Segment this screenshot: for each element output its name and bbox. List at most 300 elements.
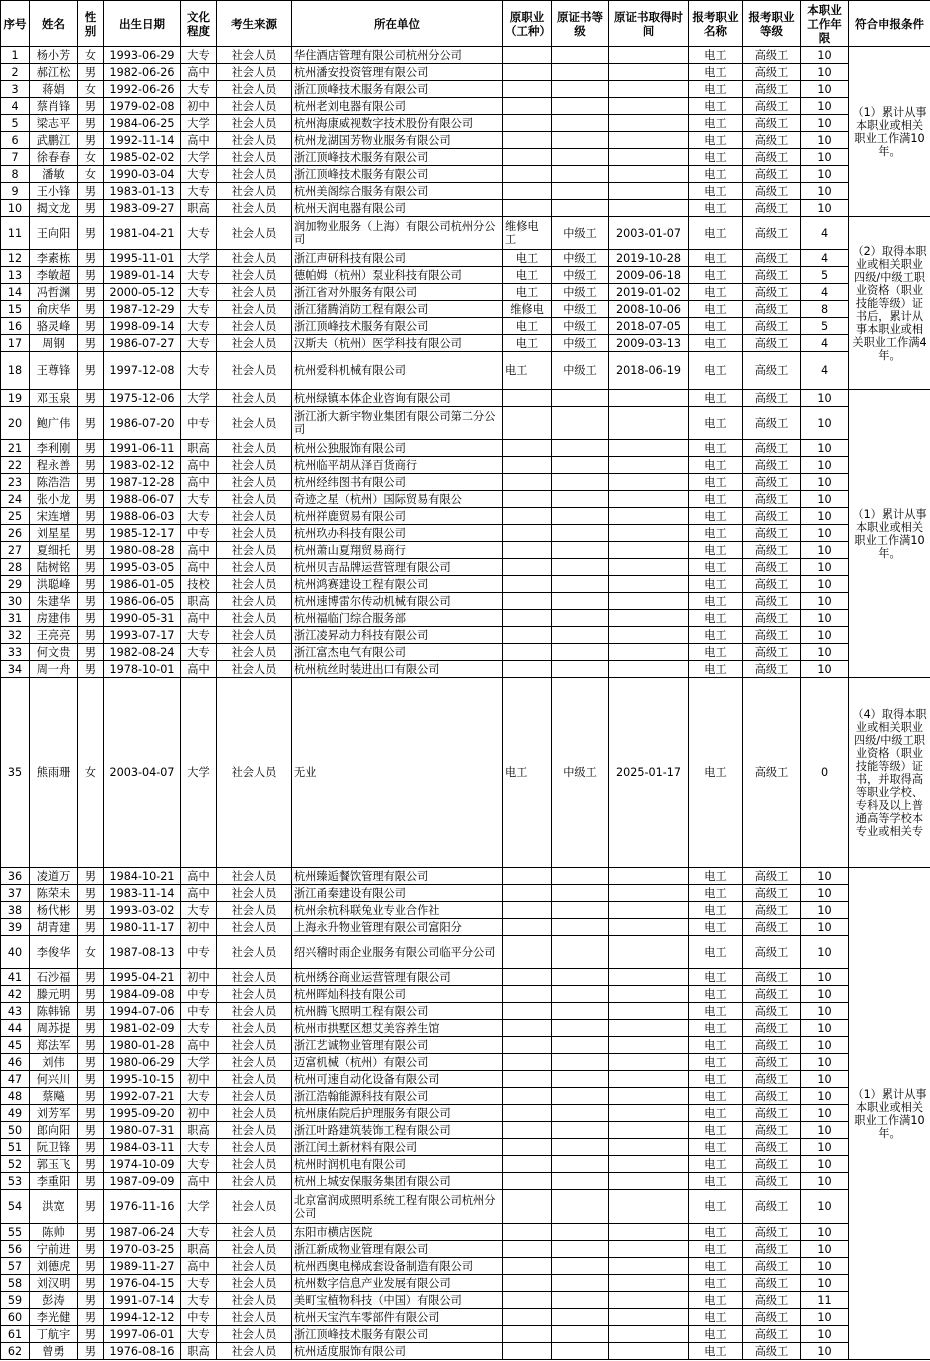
table-cell: 男 — [78, 457, 104, 474]
table-cell: 维修电工 — [503, 217, 552, 250]
table-cell: 电工 — [689, 1105, 743, 1122]
table-row — [1, 868, 930, 885]
table-cell — [552, 508, 609, 525]
table-cell: 浙江声研科技有限公司 — [292, 250, 503, 267]
table-cell: 电工 — [689, 491, 743, 508]
table-cell: 高中 — [181, 885, 217, 902]
table-cell: 电工 — [689, 98, 743, 115]
table-cell — [552, 627, 609, 644]
table-cell: 男 — [78, 407, 104, 440]
table-cell: 俞庆华 — [30, 301, 78, 318]
table-row — [1, 919, 930, 936]
table-cell — [503, 491, 552, 508]
table-cell — [609, 627, 689, 644]
table-cell — [609, 1020, 689, 1037]
table-cell: 17 — [1, 335, 30, 352]
table-cell: 高级工 — [743, 1003, 801, 1020]
table-cell: 电工 — [503, 678, 552, 868]
table-cell: 阮卫锋 — [30, 1139, 78, 1156]
table-cell — [503, 1173, 552, 1190]
table-cell — [552, 407, 609, 440]
table-cell: 1993-03-02 — [104, 902, 181, 919]
table-cell: 大专 — [181, 352, 217, 390]
table-cell: 高级工 — [743, 457, 801, 474]
table-cell: 中级工 — [552, 301, 609, 318]
table-cell: 社会人员 — [217, 1139, 292, 1156]
table-cell: 37 — [1, 885, 30, 902]
table-row — [1, 457, 930, 474]
table-cell — [503, 1139, 552, 1156]
table-cell: 刘汉明 — [30, 1275, 78, 1292]
table-cell — [552, 559, 609, 576]
table-cell — [609, 81, 689, 98]
table-cell: 社会人员 — [217, 1156, 292, 1173]
table-cell: 社会人员 — [217, 115, 292, 132]
table-cell: 徐春春 — [30, 149, 78, 166]
table-cell: 1991-07-14 — [104, 1292, 181, 1309]
table-cell — [503, 132, 552, 149]
table-cell — [609, 457, 689, 474]
table-cell — [503, 969, 552, 986]
table-cell — [609, 986, 689, 1003]
table-cell: 电工 — [689, 902, 743, 919]
table-cell: 社会人员 — [217, 1258, 292, 1275]
table-cell: 10 — [801, 986, 849, 1003]
table-cell — [503, 1190, 552, 1224]
table-cell — [552, 1037, 609, 1054]
table-cell — [609, 1241, 689, 1258]
table-cell: 社会人员 — [217, 610, 292, 627]
table-cell: 中级工 — [552, 250, 609, 267]
table-cell: 高级工 — [743, 64, 801, 81]
table-cell: 57 — [1, 1258, 30, 1275]
table-cell: 电工 — [689, 267, 743, 284]
table-cell: 男 — [78, 301, 104, 318]
table-cell: 4 — [801, 250, 849, 267]
table-cell: 53 — [1, 1173, 30, 1190]
table-row — [1, 217, 930, 250]
table-cell: 电工 — [689, 81, 743, 98]
table-row — [1, 936, 930, 969]
table-cell — [609, 610, 689, 627]
table-cell — [552, 576, 609, 593]
table-cell: 社会人员 — [217, 335, 292, 352]
table-cell: 社会人员 — [217, 661, 292, 678]
table-cell — [609, 440, 689, 457]
table-cell — [503, 542, 552, 559]
table-cell: 16 — [1, 318, 30, 335]
table-cell: 社会人员 — [217, 1054, 292, 1071]
table-cell: 女 — [78, 166, 104, 183]
table-cell: 男 — [78, 661, 104, 678]
table-cell: 10 — [801, 149, 849, 166]
table-cell — [609, 183, 689, 200]
table-cell: 男 — [78, 919, 104, 936]
table-cell: 社会人员 — [217, 491, 292, 508]
table-row — [1, 98, 930, 115]
table-cell: 51 — [1, 1139, 30, 1156]
table-cell: 10 — [801, 868, 849, 885]
table-cell: 58 — [1, 1275, 30, 1292]
table-cell: 美町宝植物科技（中国）有限公司 — [292, 1292, 503, 1309]
table-cell: 洪宽 — [30, 1190, 78, 1224]
table-row — [1, 1190, 930, 1224]
table-cell: 电工 — [689, 166, 743, 183]
table-cell: 大专 — [181, 183, 217, 200]
table-cell: 陆树铭 — [30, 559, 78, 576]
table-row — [1, 1054, 930, 1071]
table-cell: 社会人员 — [217, 559, 292, 576]
table-cell: 14 — [1, 284, 30, 301]
table-cell: 13 — [1, 267, 30, 284]
table-cell: 上海永升物业管理有限公司富阳分 — [292, 919, 503, 936]
table-cell: 男 — [78, 1309, 104, 1326]
table-cell: 电工 — [689, 1258, 743, 1275]
table-cell: 技校 — [181, 576, 217, 593]
table-cell: 电工 — [689, 559, 743, 576]
table-cell: 杭州数字信息产业发展有限公司 — [292, 1275, 503, 1292]
table-cell: 2018-06-19 — [609, 352, 689, 390]
table-row — [1, 318, 930, 335]
table-cell: 电工 — [689, 64, 743, 81]
table-cell: 洪聪峰 — [30, 576, 78, 593]
table-cell: 电工 — [689, 250, 743, 267]
table-cell: 21 — [1, 440, 30, 457]
table-cell: 社会人员 — [217, 508, 292, 525]
table-row — [1, 1241, 930, 1258]
table-cell — [503, 457, 552, 474]
table-cell: 男 — [78, 1343, 104, 1360]
table-cell: 杭州可速自动化设备有限公司 — [292, 1071, 503, 1088]
table-cell: 骆灵峰 — [30, 318, 78, 335]
table-cell: 大专 — [181, 1139, 217, 1156]
table-cell: 0 — [801, 678, 849, 868]
table-cell — [609, 1173, 689, 1190]
table-cell: 大专 — [181, 318, 217, 335]
table-cell: 社会人员 — [217, 885, 292, 902]
table-cell: 宁前进 — [30, 1241, 78, 1258]
table-cell — [503, 1292, 552, 1309]
table-cell: 社会人员 — [217, 352, 292, 390]
table-cell: 社会人员 — [217, 284, 292, 301]
table-cell: 1982-08-24 — [104, 644, 181, 661]
table-cell — [609, 661, 689, 678]
table-cell: 男 — [78, 132, 104, 149]
table-cell: 杭州速博雷尔传动机械有限公司 — [292, 593, 503, 610]
table-cell — [503, 1343, 552, 1360]
table-cell: 男 — [78, 1054, 104, 1071]
table-cell: 高级工 — [743, 885, 801, 902]
table-cell: 浙江省对外服务有限公司 — [292, 284, 503, 301]
table-cell: 电工 — [689, 200, 743, 217]
table-cell — [609, 508, 689, 525]
table-row — [1, 1343, 930, 1360]
table-cell: 高中 — [181, 1037, 217, 1054]
table-cell: 10 — [801, 440, 849, 457]
table-cell: 浙江富杰电气有限公司 — [292, 644, 503, 661]
table-cell: 大学 — [181, 1190, 217, 1224]
table-cell — [552, 1054, 609, 1071]
table-row — [1, 491, 930, 508]
table-cell: 男 — [78, 1071, 104, 1088]
table-cell: 22 — [1, 457, 30, 474]
table-cell — [552, 1241, 609, 1258]
table-cell: 潘敏 — [30, 166, 78, 183]
column-header: 性别 — [78, 1, 104, 47]
table-cell — [552, 919, 609, 936]
table-cell: 男 — [78, 1241, 104, 1258]
table-cell: 50 — [1, 1122, 30, 1139]
table-cell: 10 — [801, 1309, 849, 1326]
table-cell: 44 — [1, 1020, 30, 1037]
table-cell: 高级工 — [743, 149, 801, 166]
table-cell: 4 — [801, 335, 849, 352]
table-cell — [552, 1224, 609, 1241]
column-header: 报考职业名称 — [689, 1, 743, 47]
table-cell: 电工 — [689, 352, 743, 390]
table-cell: 39 — [1, 919, 30, 936]
table-cell: 中专 — [181, 1309, 217, 1326]
table-cell: 大专 — [181, 508, 217, 525]
table-cell — [503, 593, 552, 610]
table-cell: 社会人员 — [217, 149, 292, 166]
table-cell: 社会人员 — [217, 868, 292, 885]
table-cell: 浙江浩翰能源科技有限公司 — [292, 1088, 503, 1105]
table-cell: 大学 — [181, 1054, 217, 1071]
table-cell: 高级工 — [743, 969, 801, 986]
table-cell: 1976-08-16 — [104, 1343, 181, 1360]
table-cell: 王小锋 — [30, 183, 78, 200]
table-cell — [552, 936, 609, 969]
table-cell: 职高 — [181, 1122, 217, 1139]
table-cell: 男 — [78, 64, 104, 81]
table-row — [1, 267, 930, 284]
table-cell — [552, 166, 609, 183]
table-cell: 11 — [801, 1292, 849, 1309]
table-cell — [552, 1309, 609, 1326]
table-cell: 10 — [801, 969, 849, 986]
table-cell — [503, 1241, 552, 1258]
table-cell: 高级工 — [743, 1105, 801, 1122]
table-cell: 高级工 — [743, 352, 801, 390]
table-cell — [552, 969, 609, 986]
table-cell: 社会人员 — [217, 644, 292, 661]
table-cell: 电工 — [689, 593, 743, 610]
table-cell: 华住酒店管理有限公司杭州分公司 — [292, 47, 503, 64]
table-row — [1, 1309, 930, 1326]
table-row — [1, 542, 930, 559]
table-cell: 社会人员 — [217, 1190, 292, 1224]
table-cell: 社会人员 — [217, 81, 292, 98]
table-cell: 高级工 — [743, 390, 801, 407]
table-cell: 10 — [801, 390, 849, 407]
table-cell: 10 — [1, 200, 30, 217]
table-cell — [552, 1190, 609, 1224]
table-cell: 大专 — [181, 301, 217, 318]
table-cell: 男 — [78, 1139, 104, 1156]
eligibility-condition: （4）取得本职业或相关职业四级/中级工职业资格（职业技能等级）证书，并取得高等职业学校、专科及以上普通高等学校本专业或相关专 — [849, 678, 930, 868]
table-cell: 社会人员 — [217, 969, 292, 986]
table-cell: 1992-07-21 — [104, 1088, 181, 1105]
table-cell — [503, 183, 552, 200]
table-cell — [552, 474, 609, 491]
table-cell: 杭州美阁综合服务有限公司 — [292, 183, 503, 200]
table-cell: 男 — [78, 1224, 104, 1241]
table-cell — [552, 491, 609, 508]
table-cell — [609, 559, 689, 576]
table-cell: 社会人员 — [217, 593, 292, 610]
eligibility-condition: （1）累计从事本职业或相关职业工作满10年。 — [849, 868, 930, 1360]
table-cell: 52 — [1, 1156, 30, 1173]
table-cell: 男 — [78, 352, 104, 390]
table-cell: 刘德虎 — [30, 1258, 78, 1275]
table-cell: 1984-09-08 — [104, 986, 181, 1003]
table-cell: 10 — [801, 559, 849, 576]
table-cell — [503, 1054, 552, 1071]
table-cell: 电工 — [689, 1139, 743, 1156]
table-cell: 奇迹之星（杭州）国际贸易有限公 — [292, 491, 503, 508]
table-cell: 电工 — [503, 250, 552, 267]
table-row — [1, 1020, 930, 1037]
table-cell: 润加物业服务（上海）有限公司杭州分公司 — [292, 217, 503, 250]
table-cell: 社会人员 — [217, 576, 292, 593]
table-cell: 女 — [78, 149, 104, 166]
table-cell: 李利刚 — [30, 440, 78, 457]
column-header: 文化程度 — [181, 1, 217, 47]
table-cell: 郎向阳 — [30, 1122, 78, 1139]
table-cell: 29 — [1, 576, 30, 593]
table-cell: 10 — [801, 457, 849, 474]
table-row — [1, 64, 930, 81]
table-cell: 10 — [801, 1003, 849, 1020]
table-cell: 高级工 — [743, 284, 801, 301]
table-cell: 高中 — [181, 661, 217, 678]
table-cell: 大学 — [181, 149, 217, 166]
table-cell: 电工 — [689, 610, 743, 627]
table-cell — [503, 1003, 552, 1020]
table-cell: 1981-02-09 — [104, 1020, 181, 1037]
table-cell: 10 — [801, 1054, 849, 1071]
eligibility-condition: （2）取得本职业或相关职业四级/中级工职业资格（职业技能等级）证书后，累计从事本职业或相关职业工作满4年。 — [849, 217, 930, 390]
table-cell — [503, 474, 552, 491]
table-cell: 1993-07-17 — [104, 627, 181, 644]
table-cell: 刘伟 — [30, 1054, 78, 1071]
table-cell: 浙江凌昇动力科技有限公司 — [292, 627, 503, 644]
table-row — [1, 661, 930, 678]
table-cell — [503, 661, 552, 678]
table-cell: 社会人员 — [217, 1088, 292, 1105]
table-cell: 周钢 — [30, 335, 78, 352]
table-cell — [609, 1258, 689, 1275]
table-cell: 中级工 — [552, 352, 609, 390]
table-cell: 高级工 — [743, 508, 801, 525]
table-cell: 10 — [801, 1105, 849, 1122]
table-cell: 男 — [78, 200, 104, 217]
table-cell: 1982-06-26 — [104, 64, 181, 81]
table-cell — [609, 1054, 689, 1071]
table-cell: 电工 — [689, 919, 743, 936]
header-row — [1, 1, 930, 47]
table-cell: 男 — [78, 1088, 104, 1105]
table-cell: 杭州适度服饰有限公司 — [292, 1343, 503, 1360]
table-cell: 电工 — [689, 47, 743, 64]
table-cell: 电工 — [689, 1292, 743, 1309]
table-cell — [609, 1071, 689, 1088]
table-cell — [552, 525, 609, 542]
table-cell — [609, 407, 689, 440]
table-cell: 40 — [1, 936, 30, 969]
table-row — [1, 1173, 930, 1190]
table-cell: 电工 — [689, 868, 743, 885]
table-cell: 浙江顶峰技术服务有限公司 — [292, 1326, 503, 1343]
table-cell: 丁航宇 — [30, 1326, 78, 1343]
table-cell — [552, 1088, 609, 1105]
table-cell: 杭州西奥电梯成套设备制造有限公司 — [292, 1258, 503, 1275]
table-cell: 男 — [78, 1173, 104, 1190]
table-cell: 电工 — [689, 301, 743, 318]
table-cell: 男 — [78, 1258, 104, 1275]
table-cell — [552, 390, 609, 407]
table-cell: 浙江甬秦建设有限公司 — [292, 885, 503, 902]
table-cell: 电工 — [689, 1224, 743, 1241]
table-cell: 大专 — [181, 1292, 217, 1309]
table-cell: 电工 — [689, 678, 743, 868]
table-cell: 郭玉飞 — [30, 1156, 78, 1173]
table-cell: 1985-12-17 — [104, 525, 181, 542]
table-cell: 1983-01-13 — [104, 183, 181, 200]
table-cell: 10 — [801, 407, 849, 440]
table-cell: 10 — [801, 936, 849, 969]
table-cell: 10 — [801, 1122, 849, 1139]
table-cell — [503, 610, 552, 627]
table-cell: 社会人员 — [217, 902, 292, 919]
table-cell: 男 — [78, 1156, 104, 1173]
table-cell: 高级工 — [743, 301, 801, 318]
table-cell: 职高 — [181, 440, 217, 457]
table-cell — [503, 986, 552, 1003]
table-cell: 10 — [801, 1020, 849, 1037]
table-cell: 大学 — [181, 678, 217, 868]
table-cell: 高级工 — [743, 200, 801, 217]
table-cell: 男 — [78, 969, 104, 986]
table-cell: 1986-01-05 — [104, 576, 181, 593]
table-cell — [609, 1088, 689, 1105]
table-cell: 10 — [801, 1258, 849, 1275]
table-cell: 高中 — [181, 457, 217, 474]
table-cell — [609, 1343, 689, 1360]
table-cell: 高中 — [181, 1258, 217, 1275]
table-cell: 1992-06-26 — [104, 81, 181, 98]
table-cell: 10 — [801, 115, 849, 132]
column-header: 出生日期 — [104, 1, 181, 47]
table-cell — [609, 902, 689, 919]
table-cell: 电工 — [689, 1088, 743, 1105]
table-cell: 大专 — [181, 1020, 217, 1037]
table-cell: 1989-11-27 — [104, 1258, 181, 1275]
table-cell: 1980-07-31 — [104, 1122, 181, 1139]
table-cell — [609, 868, 689, 885]
table-cell: 男 — [78, 1190, 104, 1224]
table-cell: 杭州绣谷商业运营管理有限公司 — [292, 969, 503, 986]
table-cell: 高级工 — [743, 610, 801, 627]
table-cell: 社会人员 — [217, 1003, 292, 1020]
table-cell: 男 — [78, 627, 104, 644]
table-cell: 社会人员 — [217, 200, 292, 217]
table-cell: 高级工 — [743, 542, 801, 559]
table-cell: 社会人员 — [217, 98, 292, 115]
table-cell — [503, 149, 552, 166]
table-cell: 1980-08-28 — [104, 542, 181, 559]
